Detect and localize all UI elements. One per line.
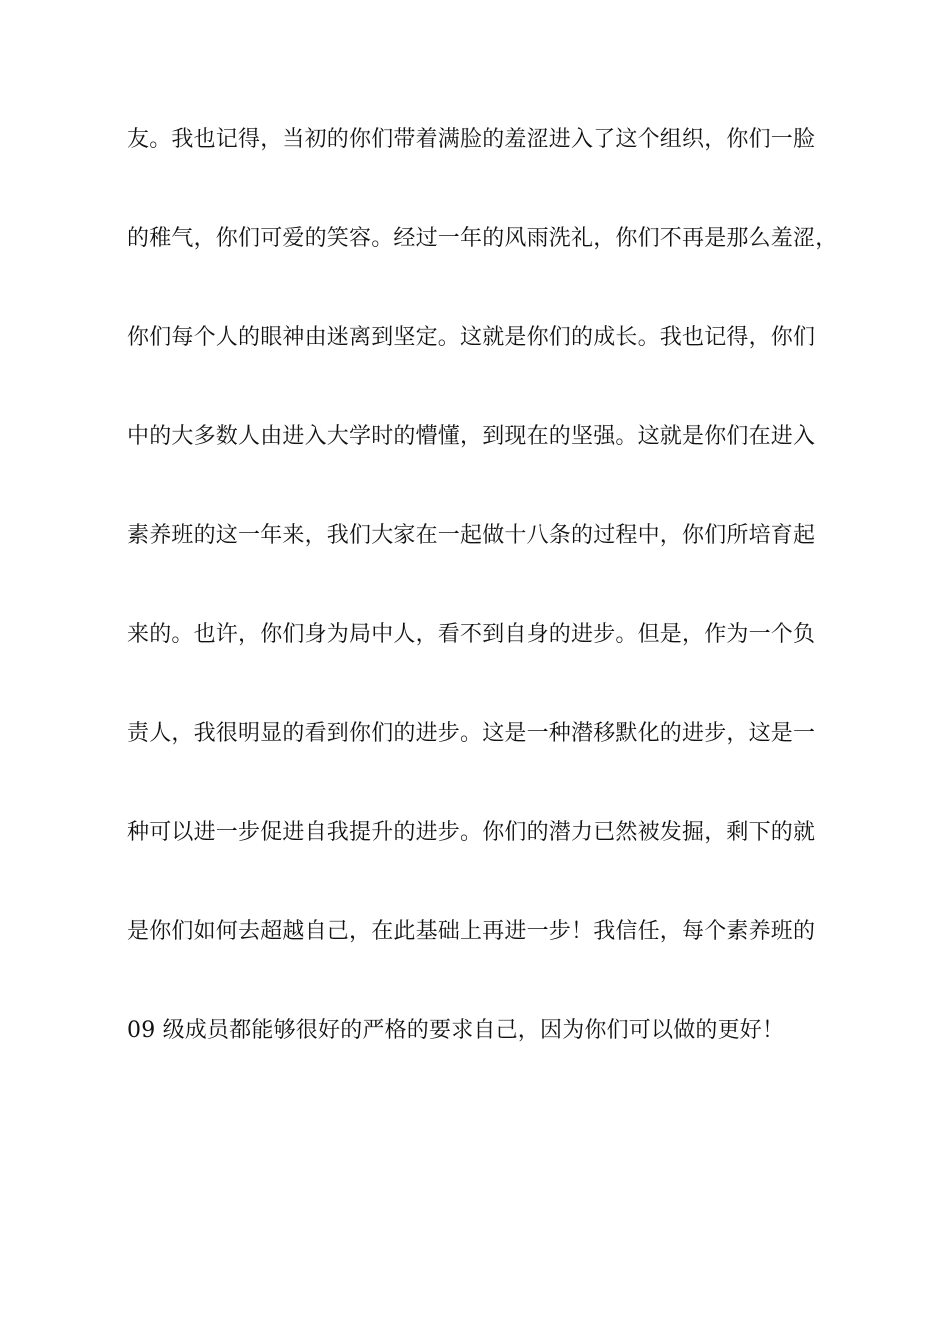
text-line-3: 你们每个人的眼神由迷离到坚定。这就是你们的成长。我也记得，你们 xyxy=(127,325,816,350)
text-line-7: 责人，我很明显的看到你们的进步。这是一种潜移默化的进步，这是一 xyxy=(127,721,816,746)
text-line-2: 的稚气，你们可爱的笑容。经过一年的风雨洗礼，你们不再是那么羞涩， xyxy=(127,226,838,251)
text-line-6: 来的。也许，你们身为局中人，看不到自身的进步。但是，作为一个负 xyxy=(127,622,816,647)
text-line-10: 09 级成员都能够很好的严格的要求自己，因为你们可以做的更好！ xyxy=(127,1018,785,1043)
text-line-9: 是你们如何去超越自己，在此基础上再进一步！我信任，每个素养班的 xyxy=(127,919,816,944)
text-line-4: 中的大多数人由进入大学时的懵懂，到现在的坚强。这就是你们在进入 xyxy=(127,424,816,449)
body-text xyxy=(127,118,847,1108)
text-line-5: 素养班的这一年来，我们大家在一起做十八条的过程中，你们所培育起 xyxy=(127,523,816,548)
text-line-1: 友。我也记得，当初的你们带着满脸的羞涩进入了这个组织，你们一脸 xyxy=(127,127,816,152)
text-line-8: 种可以进一步促进自我提升的进步。你们的潜力已然被发掘，剩下的就 xyxy=(127,820,816,845)
